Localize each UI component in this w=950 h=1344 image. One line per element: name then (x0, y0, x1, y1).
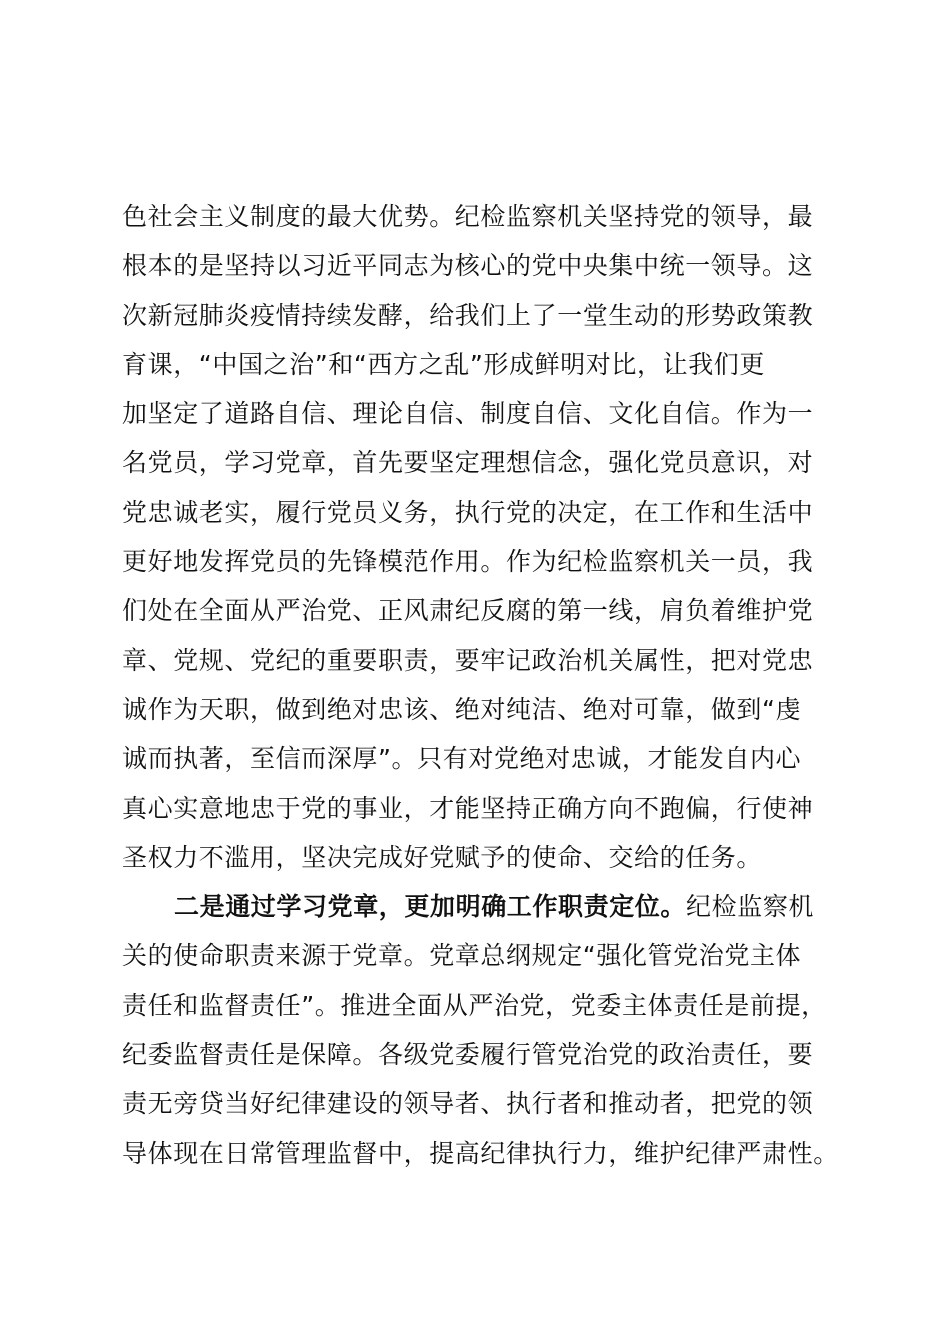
text-line: 育课，“中国之治”和“西方之乱”形成鲜明对比，让我们更 (122, 349, 766, 379)
text-line: 责任和监督责任”。推进全面从严治党，党委主体责任是前提， (122, 990, 827, 1020)
paragraph-2-first-line (122, 882, 852, 931)
paragraph-2-first-text: 纪检监察机 (686, 892, 815, 922)
text-line: 色社会主义制度的最大优势。纪检监察机关坚持党的领导，最 (122, 202, 814, 231)
text-line: 纪委监督责任是保障。各级党委履行管党治党的政治责任，要 (122, 1040, 814, 1070)
text-line: 章、党规、党纪的重要职责，要牢记政治机关属性，把对党忠 (122, 645, 814, 675)
text-line: 真心实意地忠于党的事业，才能坚持正确方向不跑偏，行使神 (122, 793, 814, 823)
text-line: 根本的是坚持以习近平同志为核心的党中央集中统一领导。这 (122, 251, 814, 281)
text-line: 加坚定了道路自信、理论自信、制度自信、文化自信。作为一 (122, 399, 814, 429)
paragraph-2-heading: 二是通过学习党章，更加明确工作职责定位。 (174, 892, 687, 922)
text-line: 诚作为天职，做到绝对忠该、绝对纯洁、绝对可靠，做到“虔 (122, 694, 802, 724)
text-line: 关的使命职责来源于党章。党章总纲规定“强化管党治党主体 (122, 941, 802, 971)
text-line: 党忠诚老实，履行党员义务，执行党的决定，在工作和生活中 (122, 497, 814, 527)
text-line: 责无旁贷当好纪律建设的领导者、执行者和推动者，把党的领 (122, 1089, 814, 1119)
body-text (122, 192, 852, 1178)
text-line: 次新冠肺炎疫情持续发酵，给我们上了一堂生动的形势政策教 (122, 300, 814, 330)
text-line: 们处在全面从严治党、正风肃纪反腐的第一线，肩负着维护党 (122, 596, 814, 626)
text-line: 诚而执著，至信而深厚”。只有对党绝对忠诚，才能发自内心 (122, 744, 802, 774)
text-line: 圣权力不滥用，坚决完成好党赋予的使命、交给的任务。 (122, 842, 763, 872)
text-line: 更好地发挥党员的先锋模范作用。作为纪检监察机关一员，我 (122, 547, 814, 577)
text-line: 名党员，学习党章，首先要坚定理想信念，强化党员意识，对 (122, 448, 814, 478)
text-line: 导体现在日常管理监督中，提高纪律执行力，维护纪律严肃性。 (122, 1138, 839, 1168)
